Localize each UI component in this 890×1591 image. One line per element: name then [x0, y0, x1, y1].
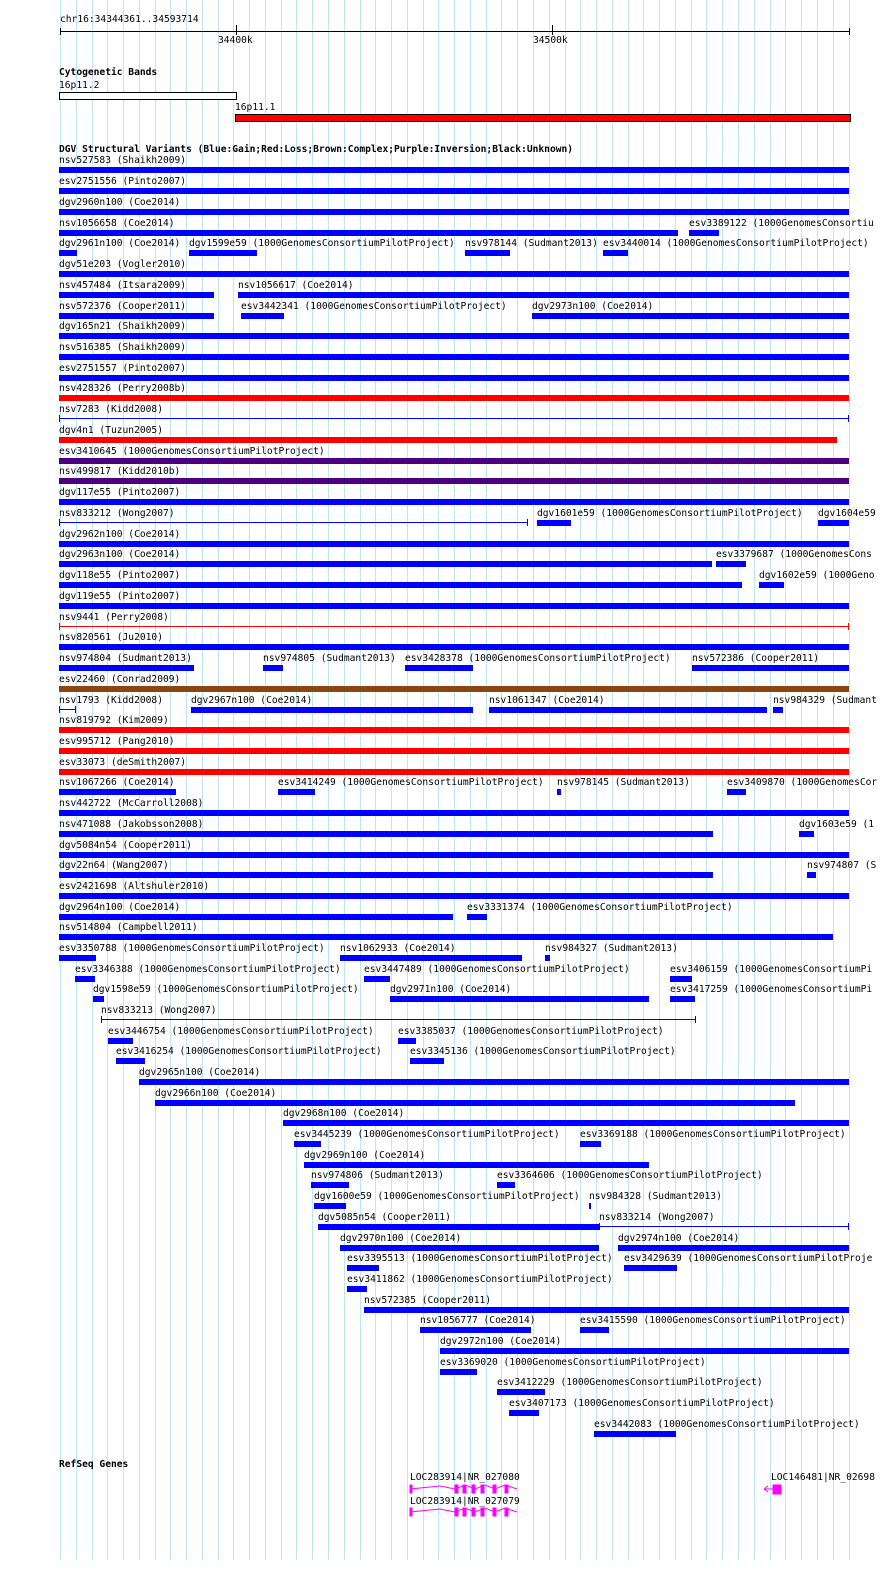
variant-bar-gain[interactable] — [807, 872, 816, 878]
gene-exon — [410, 1508, 412, 1516]
variant-bar-gain[interactable] — [283, 1120, 849, 1126]
variant-bar-gain[interactable] — [189, 250, 257, 256]
ruler-tick-label: 34400k — [218, 35, 253, 46]
variant-bar-gain[interactable] — [390, 996, 649, 1002]
variant-label: dgv1603e59 (1 — [799, 819, 875, 830]
variant-label: nsv833213 (Wong2007) — [101, 1005, 217, 1016]
variant-bar-gain[interactable] — [59, 230, 678, 236]
variant-bar-gain[interactable] — [75, 976, 95, 982]
variant-bar-gain[interactable] — [155, 1100, 795, 1106]
cytoband-track-title: Cytogenetic Bands — [59, 67, 158, 78]
gene-label: LOC146481|NR_02698 — [771, 1472, 875, 1483]
variant-label: esv3409870 (1000GenomesCor — [727, 777, 878, 788]
variant-label: dgv2970n100 (Coe2014) — [340, 1233, 462, 1244]
variant-bar-gain[interactable] — [93, 996, 104, 1002]
variant-label: nsv984328 (Sudmant2013) — [589, 1191, 722, 1202]
ruler-tick — [552, 25, 553, 35]
variant-bar-gain[interactable] — [59, 271, 849, 277]
variant-label: nsv974807 (S — [807, 860, 877, 871]
variant-bar-gain[interactable] — [101, 1019, 696, 1020]
variant-label: esv3412229 (1000GenomesConsortiumPilotProject) — [497, 1377, 763, 1388]
variant-bar-gain[interactable] — [347, 1265, 379, 1271]
variant-bar-gain[interactable] — [139, 1079, 849, 1085]
variant-bar-gain[interactable] — [509, 1410, 539, 1416]
variant-bar-gain[interactable] — [692, 665, 849, 671]
variant-bar-gain[interactable] — [59, 209, 849, 215]
variant-label: dgv2968n100 (Coe2014) — [283, 1108, 405, 1119]
gene-label: LOC283914|NR_027079 — [410, 1496, 520, 1507]
variant-label: dgv1598e59 (1000GenomesConsortiumPilotProject) — [93, 984, 359, 995]
variant-label: dgv119e55 (Pinto2007) — [59, 591, 181, 602]
variant-label: nsv1067266 (Coe2014) — [59, 777, 175, 788]
variant-end-tick — [599, 1223, 600, 1230]
variant-bar-gain[interactable] — [727, 789, 746, 795]
variant-bar-gain[interactable] — [799, 831, 814, 837]
variant-label: dgv2969n100 (Coe2014) — [304, 1150, 426, 1161]
variant-bar-gain[interactable] — [59, 167, 849, 173]
variant-label: esv3406159 (1000GenomesConsortiumPi — [670, 964, 873, 975]
variant-bar-gain[interactable] — [59, 250, 77, 256]
variant-label: esv995712 (Pang2010) — [59, 736, 175, 747]
variant-bar-gain[interactable] — [689, 230, 719, 236]
variant-label: esv3442083 (1000GenomesConsortiumPilotProject) — [594, 1419, 860, 1430]
variant-bar-inversion[interactable] — [59, 478, 849, 484]
variant-label: esv3417259 (1000GenomesConsortiumPi — [670, 984, 873, 995]
variant-end-tick — [101, 1016, 102, 1023]
gene-exon — [505, 1508, 508, 1516]
variant-bar-gain[interactable] — [497, 1182, 515, 1188]
variant-label: dgv1604e59 — [818, 508, 876, 519]
variant-bar-gain[interactable] — [410, 1058, 444, 1064]
variant-bar-gain[interactable] — [116, 1058, 145, 1064]
variant-label: nsv471088 (Jakobsson2008) — [59, 819, 204, 830]
gene-exon — [493, 1485, 496, 1493]
variant-bar-gain[interactable] — [304, 1162, 649, 1168]
variant-bar-gain[interactable] — [59, 603, 849, 609]
variant-bar-gain[interactable] — [59, 499, 849, 505]
gene-exon — [455, 1485, 458, 1493]
variant-label: esv2751556 (Pinto2007) — [59, 176, 187, 187]
variant-bar-gain[interactable] — [59, 313, 214, 319]
variant-bar-gain[interactable] — [59, 354, 849, 360]
variant-label: esv3389122 (1000GenomesConsortiu — [689, 218, 874, 229]
gene-exon — [410, 1485, 412, 1493]
variant-bar-gain[interactable] — [59, 709, 76, 710]
variant-label: dgv1599e59 (1000GenomesConsortiumPilotProject) — [189, 238, 455, 249]
variant-bar-gain[interactable] — [340, 1245, 599, 1251]
variant-bar-gain[interactable] — [716, 561, 746, 567]
variant-label: esv3429639 (1000GenomesConsortiumPilotProje — [624, 1253, 873, 1264]
variant-label: dgv2966n100 (Coe2014) — [155, 1088, 277, 1099]
variant-bar-gain[interactable] — [59, 644, 849, 650]
gene-exon — [481, 1485, 484, 1493]
variant-end-tick — [848, 1223, 849, 1230]
variant-label: dgv2960n100 (Coe2014) — [59, 197, 181, 208]
variant-bar-gain[interactable] — [59, 789, 176, 795]
variant-label: dgv5084n54 (Cooper2011) — [59, 840, 192, 851]
variant-label: nsv9441 (Perry2008) — [59, 612, 169, 623]
variant-bar-gain[interactable] — [532, 313, 849, 319]
variant-bar-gain[interactable] — [497, 1389, 545, 1395]
variant-bar-gain[interactable] — [670, 976, 692, 982]
variant-bar-loss[interactable] — [59, 395, 849, 401]
gene-exon — [463, 1485, 466, 1493]
refseq-track-title: RefSeq Genes — [59, 1459, 129, 1470]
variant-label: nsv984327 (Sudmant2013) — [545, 943, 678, 954]
variant-label: esv3442341 (1000GenomesConsortiumPilotProject) — [241, 301, 507, 312]
variant-bar-gain[interactable] — [59, 375, 849, 381]
variant-label: nsv1793 (Kidd2008) — [59, 695, 163, 706]
variant-bar-gain[interactable] — [59, 561, 712, 567]
variant-bar-gain[interactable] — [398, 1038, 416, 1044]
variant-bar-gain[interactable] — [59, 831, 713, 837]
variant-end-tick — [75, 706, 76, 713]
gene-label: LOC283914|NR_027080 — [410, 1472, 520, 1483]
variant-label: esv3410645 (1000GenomesConsortiumPilotProject) — [59, 446, 325, 457]
variant-end-tick — [59, 623, 60, 630]
variant-end-tick — [848, 623, 849, 630]
variant-end-tick — [848, 415, 849, 422]
variant-bar-gain[interactable] — [318, 1224, 600, 1230]
gene-exon — [472, 1508, 475, 1516]
variant-label: nsv7283 (Kidd2008) — [59, 404, 163, 415]
variant-bar-gain[interactable] — [59, 418, 849, 419]
variant-label: nsv820561 (Ju2010) — [59, 632, 163, 643]
variant-bar-gain[interactable] — [557, 789, 561, 795]
variant-label: esv3369188 (1000GenomesConsortiumPilotProject) — [580, 1129, 846, 1140]
variant-bar-gain[interactable] — [594, 1431, 676, 1437]
variant-bar-gain[interactable] — [580, 1141, 601, 1147]
variant-bar-gain[interactable] — [467, 914, 487, 920]
variant-label: esv3379687 (1000GenomesCons — [716, 549, 872, 560]
variant-label: dgv2974n100 (Coe2014) — [618, 1233, 740, 1244]
variant-bar-gain[interactable] — [537, 520, 571, 526]
variant-label: nsv984329 (Sudmant — [773, 695, 877, 706]
variant-label: nsv572385 (Cooper2011) — [364, 1295, 492, 1306]
dgv-track-title: DGV Structural Variants (Blue:Gain;Red:Loss;Brown:Complex;Purple:Inversion;Black:Unknown) — [59, 144, 574, 155]
variant-bar-gain[interactable] — [59, 292, 214, 298]
variant-label: nsv572386 (Cooper2011) — [692, 653, 820, 664]
variant-bar-gain[interactable] — [618, 1245, 849, 1251]
ruler-tick — [236, 25, 237, 35]
variant-bar-gain[interactable] — [59, 914, 453, 920]
variant-bar-loss[interactable] — [59, 626, 849, 627]
variant-label: esv3385037 (1000GenomesConsortiumPilotProject) — [398, 1026, 664, 1037]
gene-exon — [472, 1485, 475, 1493]
variant-bar-gain[interactable] — [263, 665, 283, 671]
variant-bar-gain[interactable] — [59, 333, 849, 339]
variant-label: esv3440014 (1000GenomesConsortiumPilotProject) — [603, 238, 869, 249]
variant-end-tick — [59, 519, 60, 526]
variant-label: esv3447489 (1000GenomesConsortiumPilotProject) — [364, 964, 630, 975]
variant-bar-gain[interactable] — [364, 976, 390, 982]
variant-bar-gain[interactable] — [311, 1182, 349, 1188]
variant-label: nsv974804 (Sudmant2013) — [59, 653, 192, 664]
variant-bar-gain[interactable] — [773, 707, 783, 713]
variant-bar-inversion[interactable] — [59, 458, 849, 464]
variant-bar-gain[interactable] — [59, 522, 528, 523]
variant-label: esv2751557 (Pinto2007) — [59, 363, 187, 374]
variant-label: esv3369020 (1000GenomesConsortiumPilotProject) — [440, 1357, 706, 1368]
variant-bar-gain[interactable] — [241, 313, 284, 319]
ruler-tick — [849, 28, 850, 35]
variant-bar-gain[interactable] — [440, 1348, 849, 1354]
variant-end-tick — [695, 1016, 696, 1023]
variant-label: esv3446754 (1000GenomesConsortiumPilotProject) — [108, 1026, 374, 1037]
variant-label: dgv2962n100 (Coe2014) — [59, 529, 181, 540]
variant-bar-gain[interactable] — [59, 665, 194, 671]
gene-model-loc146481[interactable] — [760, 1480, 790, 1496]
variant-label: dgv118e55 (Pinto2007) — [59, 570, 181, 581]
variant-label: esv3415590 (1000GenomesConsortiumPilotProject) — [580, 1315, 846, 1326]
variant-label: esv3331374 (1000GenomesConsortiumPilotProject) — [467, 902, 733, 913]
variant-end-tick — [527, 519, 528, 526]
variant-bar-gain[interactable] — [818, 520, 849, 526]
gene-exon — [505, 1485, 508, 1493]
variant-bar-loss[interactable] — [59, 727, 849, 733]
variant-label: nsv1056658 (Coe2014) — [59, 218, 175, 229]
variant-label: nsv819792 (Kim2009) — [59, 715, 169, 726]
variant-bar-gain[interactable] — [340, 955, 522, 961]
variant-label: nsv974806 (Sudmant2013) — [311, 1170, 444, 1181]
variant-label: dgv51e203 (Vogler2010) — [59, 259, 187, 270]
variant-label: nsv428326 (Perry2008b) — [59, 383, 187, 394]
variant-label: dgv2965n100 (Coe2014) — [139, 1067, 261, 1078]
variant-label: dgv2972n100 (Coe2014) — [440, 1336, 562, 1347]
variant-label: dgv117e55 (Pinto2007) — [59, 487, 181, 498]
variant-label: esv3350788 (1000GenomesConsortiumPilotProject) — [59, 943, 325, 954]
variant-label: nsv514804 (Campbell2011) — [59, 922, 198, 933]
variant-label: esv3364606 (1000GenomesConsortiumPilotProject) — [497, 1170, 763, 1181]
variant-label: esv3407173 (1000GenomesConsortiumPilotProject) — [509, 1398, 775, 1409]
variant-label: nsv978144 (Sudmant2013) — [465, 238, 598, 249]
variant-label: dgv22n64 (Wang2007) — [59, 860, 169, 871]
variant-label: nsv499817 (Kidd2010b) — [59, 466, 181, 477]
variant-label: nsv1061347 (Coe2014) — [489, 695, 605, 706]
variant-bar-gain[interactable] — [59, 852, 849, 858]
variant-label: esv2421698 (Altshuler2010) — [59, 881, 210, 892]
variant-label: nsv516385 (Shaikh2009) — [59, 342, 187, 353]
variant-bar-gain[interactable] — [59, 541, 849, 547]
variant-end-tick — [59, 706, 60, 713]
variant-bar-gain[interactable] — [238, 292, 849, 298]
variant-bar-gain[interactable] — [603, 250, 628, 256]
cytoband-label: 16p11.1 — [235, 102, 276, 113]
variant-bar-gain[interactable] — [589, 1203, 591, 1209]
variant-label: esv3428378 (1000GenomesConsortiumPilotProject) — [405, 653, 671, 664]
variant-bar-gain[interactable] — [489, 707, 767, 713]
variant-bar-gain[interactable] — [314, 1203, 346, 1209]
variant-label: dgv4n1 (Tuzun2005) — [59, 425, 163, 436]
variant-label: dgv165n21 (Shaikh2009) — [59, 321, 187, 332]
variant-label: esv3414249 (1000GenomesConsortiumPilotProject) — [278, 777, 544, 788]
gene-models[interactable] — [405, 1480, 530, 1520]
variant-bar-gain[interactable] — [59, 810, 849, 816]
variant-label: esv3445239 (1000GenomesConsortiumPilotProject) — [294, 1129, 560, 1140]
variant-label: esv22460 (Conrad2009) — [59, 674, 181, 685]
ruler-tick — [60, 28, 61, 35]
cytoband-16p11-2[interactable] — [59, 92, 237, 100]
variant-bar-loss[interactable] — [59, 437, 837, 443]
cytoband-label: 16p11.2 — [59, 80, 100, 91]
variant-label: nsv1056617 (Coe2014) — [238, 280, 354, 291]
variant-bar-gain[interactable] — [59, 893, 849, 899]
variant-bar-gain[interactable] — [545, 955, 550, 961]
ruler-axis — [60, 31, 850, 32]
variant-bar-gain[interactable] — [364, 1307, 849, 1313]
variant-bar-gain[interactable] — [59, 955, 96, 961]
variant-label: dgv1601e59 (1000GenomesConsortiumPilotProject) — [537, 508, 803, 519]
variant-bar-gain[interactable] — [278, 789, 315, 795]
grid-line — [722, 0, 723, 1560]
variant-label: nsv442722 (McCarroll2008) — [59, 798, 204, 809]
variant-label: nsv974805 (Sudmant2013) — [263, 653, 396, 664]
variant-bar-gain[interactable] — [108, 1038, 133, 1044]
variant-label: dgv1602e59 (1000Geno — [759, 570, 875, 581]
gene-exon — [493, 1508, 496, 1516]
gene-exon — [481, 1508, 484, 1516]
variant-label: esv3346388 (1000GenomesConsortiumPilotProject) — [75, 964, 341, 975]
variant-bar-gain[interactable] — [420, 1327, 531, 1333]
variant-label: dgv2964n100 (Coe2014) — [59, 902, 181, 913]
variant-bar-gain[interactable] — [759, 582, 784, 588]
variant-bar-gain[interactable] — [59, 934, 833, 940]
variant-label: dgv2963n100 (Coe2014) — [59, 549, 181, 560]
variant-label: dgv2967n100 (Coe2014) — [191, 695, 313, 706]
variant-bar-loss[interactable] — [59, 769, 849, 775]
cytoband-16p11-1[interactable] — [235, 114, 851, 122]
variant-label: nsv978145 (Sudmant2013) — [557, 777, 690, 788]
variant-label: dgv2961n100 (Coe2014) — [59, 238, 181, 249]
variant-bar-gain[interactable] — [465, 250, 510, 256]
variant-bar-gain[interactable] — [59, 872, 713, 878]
variant-label: dgv5085n54 (Cooper2011) — [318, 1212, 451, 1223]
variant-end-tick — [59, 415, 60, 422]
variant-bar-gain[interactable] — [59, 582, 742, 588]
gene-exon — [463, 1508, 466, 1516]
variant-label: dgv2971n100 (Coe2014) — [390, 984, 512, 995]
variant-bar-gain[interactable] — [59, 188, 849, 194]
variant-label: esv3345136 (1000GenomesConsortiumPilotProject) — [410, 1046, 676, 1057]
variant-label: esv3411862 (1000GenomesConsortiumPilotProject) — [347, 1274, 613, 1285]
ruler-tick-label: 34500k — [533, 35, 568, 46]
variant-label: dgv2973n100 (Coe2014) — [532, 301, 654, 312]
variant-bar-gain[interactable] — [191, 707, 473, 713]
variant-label: dgv1600e59 (1000GenomesConsortiumPilotProject) — [314, 1191, 580, 1202]
variant-label: nsv572376 (Cooper2011) — [59, 301, 187, 312]
variant-bar-gain[interactable] — [599, 1226, 849, 1227]
variant-bar-complex[interactable] — [59, 686, 849, 692]
variant-label: nsv527583 (Shaikh2009) — [59, 155, 187, 166]
variant-bar-gain[interactable] — [347, 1286, 367, 1292]
variant-label: nsv457484 (Itsara2009) — [59, 280, 187, 291]
ruler-position: chr16:34344361..34593714 — [60, 14, 199, 25]
variant-bar-gain[interactable] — [624, 1265, 677, 1271]
variant-bar-gain[interactable] — [294, 1141, 321, 1147]
variant-bar-gain[interactable] — [670, 996, 695, 1002]
variant-label: esv33073 (deSmith2007) — [59, 757, 187, 768]
variant-bar-gain[interactable] — [580, 1327, 609, 1333]
variant-bar-loss[interactable] — [59, 748, 849, 754]
variant-label: nsv1056777 (Coe2014) — [420, 1315, 536, 1326]
variant-bar-gain[interactable] — [440, 1369, 477, 1375]
gene-exon — [455, 1508, 458, 1516]
variant-label: nsv833212 (Wong2007) — [59, 508, 175, 519]
variant-label: nsv833214 (Wong2007) — [599, 1212, 715, 1223]
variant-label: esv3416254 (1000GenomesConsortiumPilotProject) — [116, 1046, 382, 1057]
variant-label: nsv1062933 (Coe2014) — [340, 943, 456, 954]
variant-bar-gain[interactable] — [405, 665, 473, 671]
variant-label: esv3395513 (1000GenomesConsortiumPilotProject) — [347, 1253, 613, 1264]
